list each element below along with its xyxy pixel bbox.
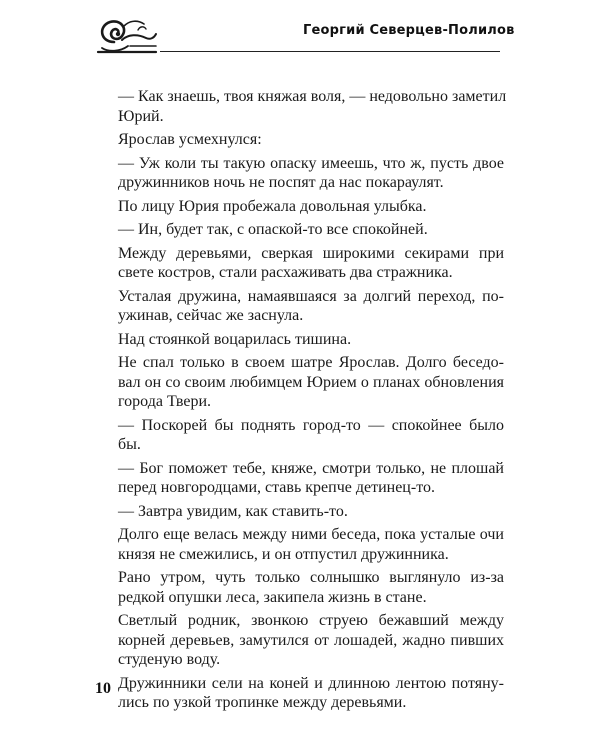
paragraph [94, 353, 504, 412]
paragraph [94, 197, 504, 217]
text-line: Ярослав усмехнулся: [118, 131, 262, 148]
text-line: вал он со своим любимцем Юрием о планах обновления [118, 373, 504, 391]
text-line: свете костров, стали расхаживать два стражника. [118, 264, 453, 281]
text-line: — Ин, будет так, с опаской-то все спокойней. [118, 221, 428, 238]
text-line: — Завтра увидим, как ставить-то. [118, 502, 348, 520]
text-line: — Поскорей бы поднять город-то — спокойнее было [118, 416, 504, 434]
paragraph [94, 330, 504, 350]
paragraph [94, 525, 504, 564]
text-line: редкой опушки леса, закипела жизнь в стане. [118, 588, 427, 606]
header-rule [160, 51, 500, 52]
text-line: Над стоянкой воцарилась тишина. [118, 330, 352, 348]
text-line: студеную воду. [118, 651, 221, 668]
paragraph [94, 459, 504, 498]
text-line: Рано утром, чуть только солнышко выглянуло из-за [118, 569, 504, 586]
paragraph [94, 287, 504, 326]
text-line: лись по узкой тропинке между деревьями. [118, 694, 407, 711]
paragraph [94, 502, 504, 522]
text-line: корней деревьев, замутился от лошадей, жадно пивших [118, 631, 504, 649]
running-header-author: Георгий Северцев-Полилов [303, 23, 515, 38]
text-line: Не спал только в своем шатре Ярослав. Долго беседо- [118, 354, 504, 371]
text-line: Юрий. [118, 107, 164, 125]
paragraph [94, 220, 504, 240]
text-line: — Бог поможет тебе, княже, смотри только, не плошай [118, 459, 504, 477]
paragraph [94, 87, 507, 126]
page-number: 10 [95, 680, 111, 697]
text-line: Между деревьями, сверкая широкими секирами при [118, 244, 504, 262]
text-line: Усталая дружина, намаявшаяся за долгий переход, по- [118, 287, 504, 305]
paragraph [94, 568, 504, 607]
text-line: Светлый родник, звонкою струею бежавший между [118, 612, 504, 629]
ornament-icon [94, 12, 158, 56]
paragraph [94, 244, 504, 283]
text-line: князя не смежились, и он отпустил дружинника. [118, 545, 449, 563]
text-line: — Как знаешь, твоя княжая воля, — недовольно заметил [118, 88, 507, 105]
text-line: Долго еще велась между ними беседа, пока усталые очи [118, 526, 504, 543]
paragraph [94, 611, 504, 670]
paragraph [94, 674, 504, 713]
text-line: ужинав, сейчас же заснула. [118, 307, 304, 324]
text-line: города Твери. [118, 393, 212, 410]
text-line: По лицу Юрия пробежала довольная улыбка. [118, 197, 427, 215]
paragraph [94, 416, 504, 455]
body-text [94, 87, 507, 717]
text-line: Дружинники сели на коней и длинною лентою потяну- [118, 674, 504, 692]
paragraph [94, 130, 504, 150]
text-line: бы. [118, 436, 141, 453]
text-line: перед новгородцами, ставь крепче детинец-то. [118, 479, 435, 496]
text-line: — Уж коли ты такую опаску имеешь, что ж, пусть двое [118, 154, 504, 172]
paragraph [94, 154, 504, 193]
text-line: дружинников ночь не поспят да нас покараулят. [118, 174, 444, 191]
